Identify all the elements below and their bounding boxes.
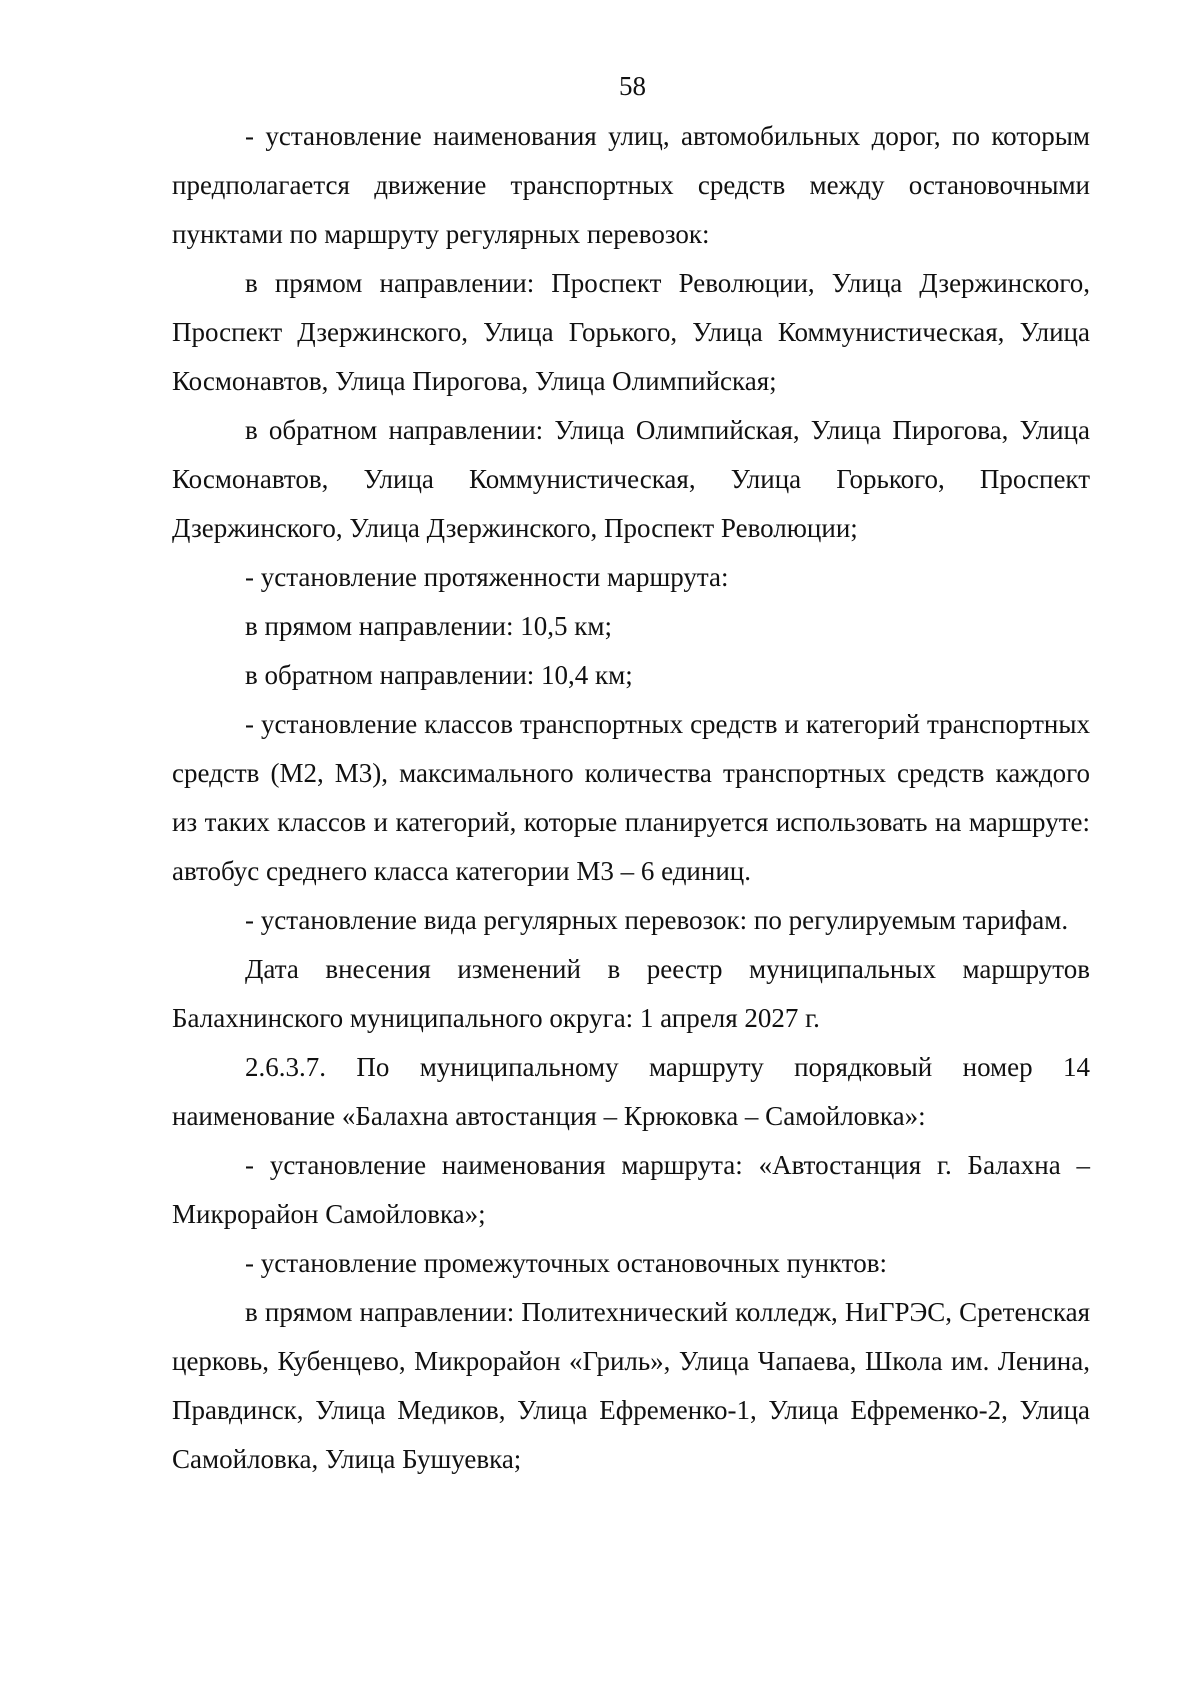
paragraph-forward-stops: в прямом направлении: Политехнический колледж, НиГРЭС, Сретенская церковь, Кубенцево, Микрорайон «Гриль», Улица Чапаева, Школа им. Ленина, Правдинск, Улица Медиков, Улица Ефременко-1, Улица Ефременко-2, Улица Самойловка, Улица Бушуевка; (172, 1297, 1090, 1474)
paragraph-reverse-length: в обратном направлении: 10,4 км; (245, 660, 633, 690)
page-number: 58 (619, 71, 646, 101)
paragraph-forward-streets: в прямом направлении: Проспект Революции, Улица Дзержинского, Проспект Дзержинского, Улица Горького, Улица Коммунистическая, Улица Космонавтов, Улица Пирогова, Улица Олимпийская; (172, 268, 1090, 396)
paragraph-street-names-heading: - установление наименования улиц, автомобильных дорог, по которым предполагается движение транспортных средств между остановочными пунктами по маршруту регулярных перевозок: (172, 121, 1090, 249)
paragraph-vehicle-classes: - установление классов транспортных средств и категорий транспортных средств (М2, М3), максимального количества транспортных средств каждого из таких классов и категорий, которые планируется использовать на маршруте: автобус среднего класса категории М3 – 6 единиц. (172, 709, 1090, 886)
paragraph-transport-type: - установление вида регулярных перевозок: по регулируемым тарифам. (245, 905, 1069, 935)
paragraph-route-14-title: 2.6.3.7. По муниципальному маршруту порядковый номер 14 наименование «Балахна автостанция – Крюковка – Самойловка»: (172, 1052, 1090, 1131)
paragraph-forward-length: в прямом направлении: 10,5 км; (245, 611, 612, 641)
paragraph-registry-date: Дата внесения изменений в реестр муниципальных маршрутов Балахнинского муниципального округа: 1 апреля 2027 г. (172, 954, 1090, 1033)
paragraph-intermediate-stops-heading: - установление промежуточных остановочных пунктов: (245, 1248, 887, 1278)
paragraph-route-name: - установление наименования маршрута: «Автостанция г. Балахна – Микрорайон Самойловка»; (172, 1150, 1090, 1229)
paragraph-route-length-heading: - установление протяженности маршрута: (245, 562, 729, 592)
paragraph-reverse-streets: в обратном направлении: Улица Олимпийская, Улица Пирогова, Улица Космонавтов, Улица Коммунистическая, Улица Горького, Проспект Дзержинского, Улица Дзержинского, Проспект Революции; (172, 415, 1090, 543)
document-body (172, 112, 1090, 1484)
